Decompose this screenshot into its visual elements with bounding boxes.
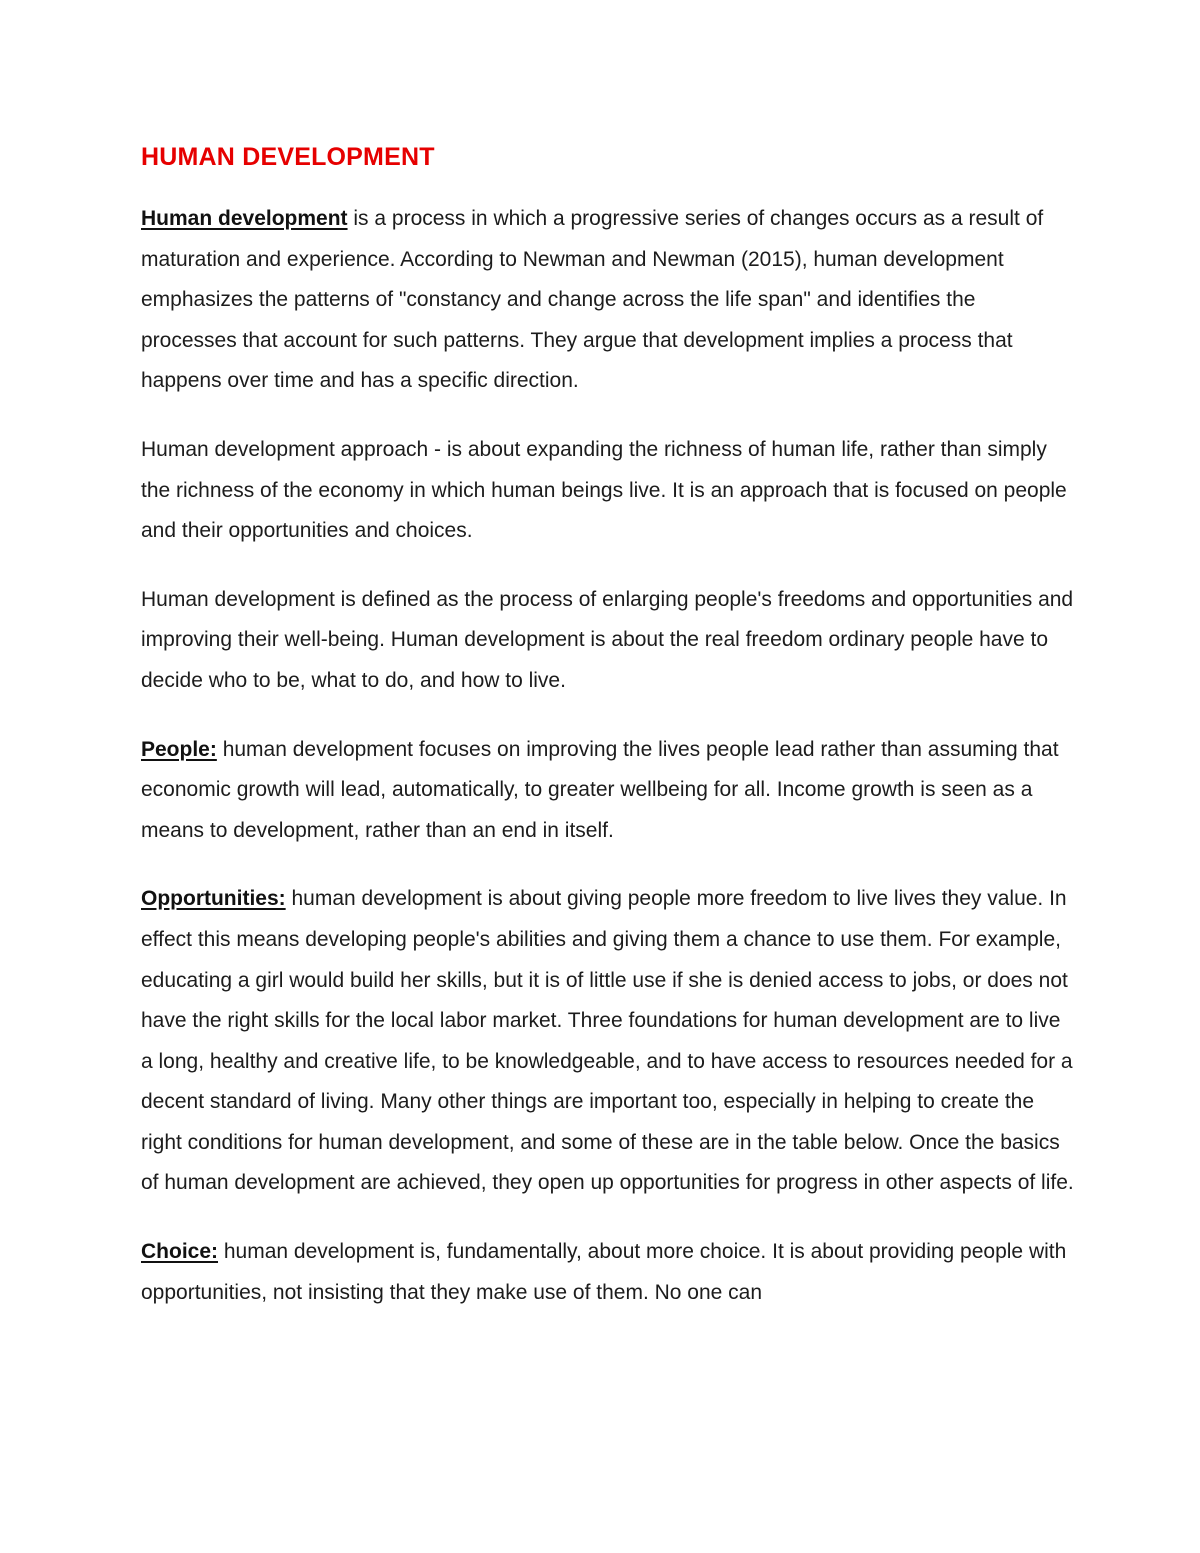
term-people: People:: [141, 737, 217, 761]
paragraph-text: is a process in which a progressive series of changes occurs as a result of maturation and experience. According to Newman and Newman (2015), human development emphasizes the patterns of "constancy and change across the life span" and identifies the processes that account for such patterns. They argue that development implies a process that happens over time and has a specific direction.: [141, 207, 1044, 393]
paragraph-text: human development is, fundamentally, about more choice. It is about providing people with opportunities, not insisting that they make use of them. No one can: [141, 1240, 1067, 1304]
term-human-development: Human development: [141, 207, 348, 230]
paragraph-people: [141, 730, 1076, 852]
paragraph-definition: [141, 199, 1076, 402]
paragraph-text: Human development is defined as the process of enlarging people's freedoms and opportunities and improving their well-being. Human development is about the real freedom ordinary people have to decide who to be, what to do, and how to live.: [141, 587, 1074, 692]
paragraph-choice: [141, 1232, 1076, 1313]
paragraph-text: Human development approach - is about expanding the richness of human life, rather than simply the richness of the economy in which human beings live. It is an approach that is focused on people and their opportunities and choices.: [141, 437, 1067, 543]
paragraph-opportunities: [141, 879, 1076, 1204]
term-opportunities: Opportunities:: [141, 887, 286, 911]
document-body: [141, 140, 1076, 1341]
paragraph-text: human development is about giving people more freedom to live lives they value. In effect this means developing people's abilities and giving them a chance to use them. For example, educating a girl would build her skills, but it is of little use if she is denied access to jobs, or does not have the right skills for the local labor market. Three foundations for human development are to live a long, healthy and creative life, to be knowledgeable, and to have access to resources needed for a decent standard of living. Many other things are important too, especially in helping to create the right conditions for human development, and some of these are in the table below. Once the basics of human development are achieved, they open up opportunities for progress in other aspects of life.: [141, 887, 1074, 1195]
paragraph-freedoms: [141, 580, 1076, 702]
paragraph-approach: [141, 430, 1076, 552]
document-title: HUMAN DEVELOPMENT: [141, 143, 435, 171]
paragraph-text: human development focuses on improving the lives people lead rather than assuming that economic growth will lead, automatically, to greater wellbeing for all. Income growth is seen as a means to development, rather than an end in itself.: [141, 737, 1059, 842]
term-choice: Choice:: [141, 1240, 219, 1264]
